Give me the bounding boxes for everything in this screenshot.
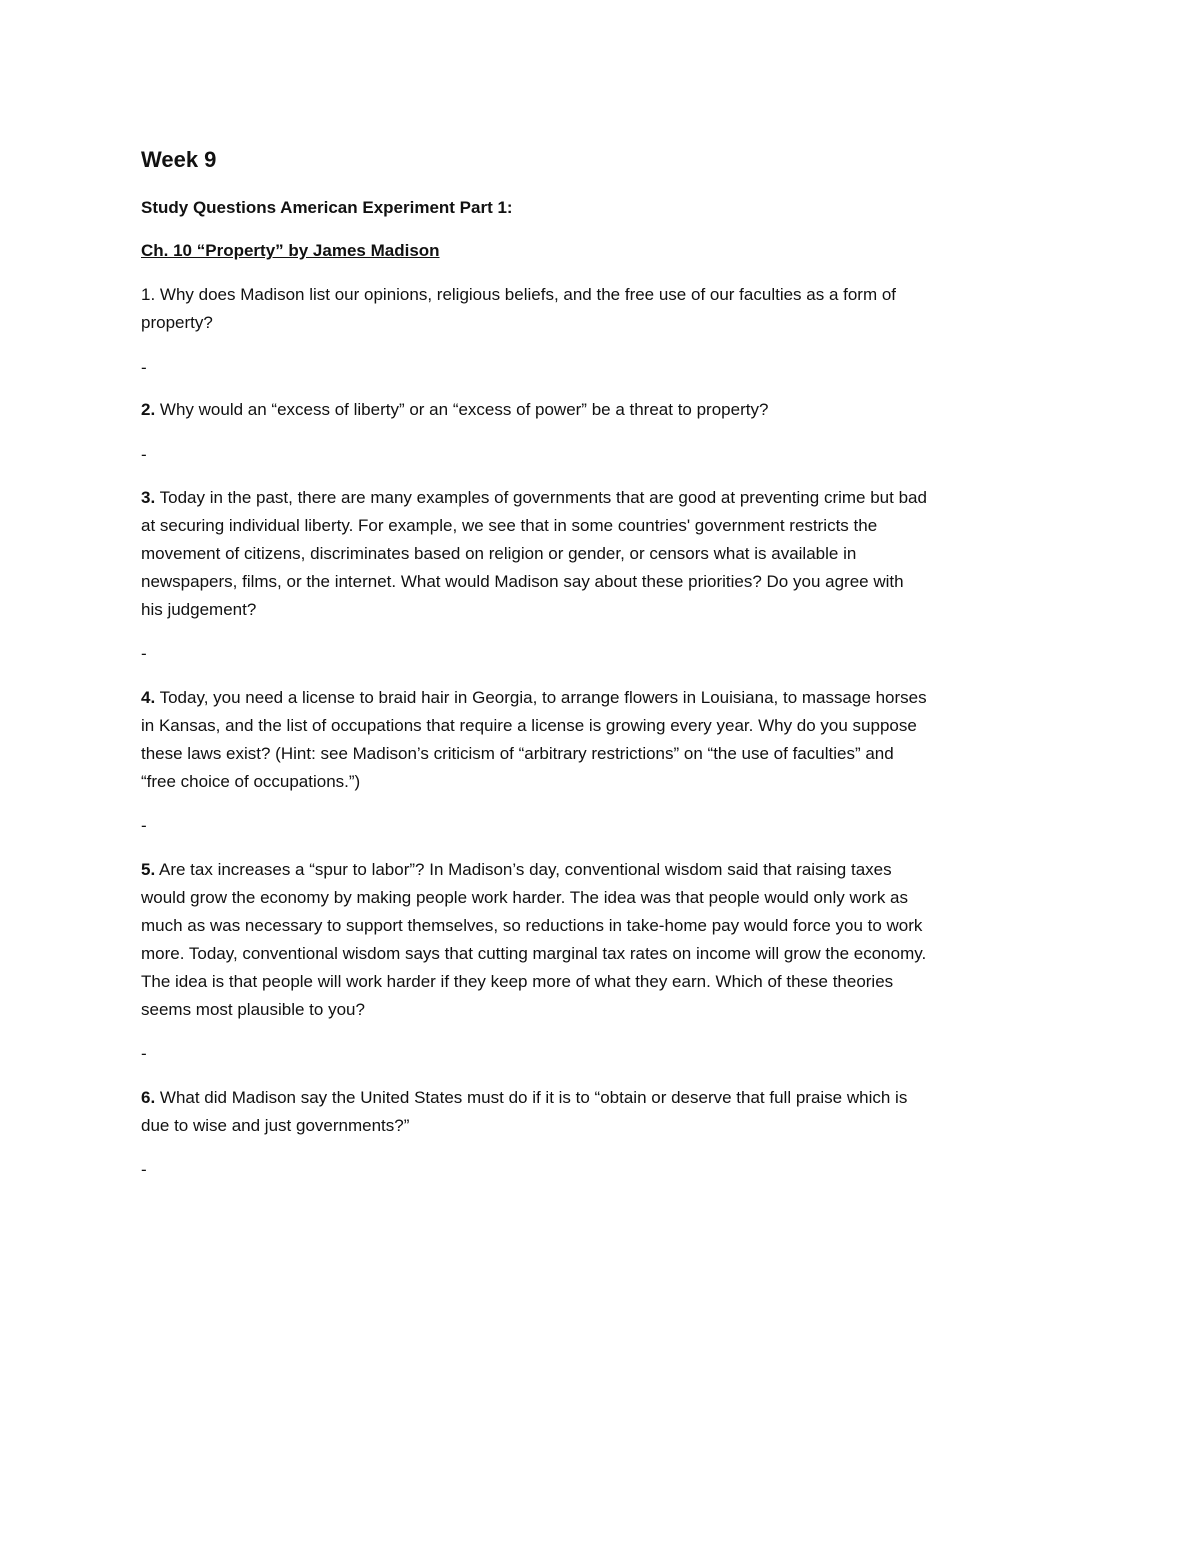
question-1-number: 1. <box>141 285 156 304</box>
chapter-heading: Ch. 10 “Property” by James Madison <box>141 241 440 260</box>
question-3-line-5: his judgement? <box>141 600 257 619</box>
question-3-line-1 <box>141 487 927 509</box>
answer-4-placeholder: - <box>141 816 147 835</box>
question-3-number: 3. <box>141 488 156 507</box>
answer-6-placeholder: - <box>141 1160 147 1179</box>
answer-3-placeholder: - <box>141 644 147 663</box>
question-3-text: Today in the past, there are many examples of governments that are good at preventing crime but bad <box>159 488 927 507</box>
question-3-line-4: newspapers, films, or the internet. What would Madison say about these priorities? Do you agree with <box>141 572 904 591</box>
question-1-line-2: property? <box>141 313 213 332</box>
question-4-number: 4. <box>141 688 156 707</box>
question-5-line-1 <box>141 859 892 881</box>
question-5-line-3: much as was necessary to support themselves, so reductions in take-home pay would force you to work <box>141 916 923 935</box>
question-6-line-2: due to wise and just governments?” <box>141 1116 410 1135</box>
question-5-text: Are tax increases a “spur to labor”? In Madison’s day, conventional wisdom said that raising taxes <box>158 860 892 879</box>
question-3-line-2: at securing individual liberty. For example, we see that in some countries' government restricts the <box>141 516 878 535</box>
question-1-text: Why does Madison list our opinions, religious beliefs, and the free use of our faculties as a form of <box>159 285 897 304</box>
answer-5-placeholder: - <box>141 1044 147 1063</box>
question-4-line-2: in Kansas, and the list of occupations that require a license is growing every year. Why do you suppose <box>141 716 917 735</box>
question-6-text: What did Madison say the United States must do if it is to “obtain or deserve that full praise which is <box>155 1088 908 1107</box>
page-subtitle: Study Questions American Experiment Part 1: <box>141 198 513 217</box>
question-1-line-1 <box>141 284 896 306</box>
question-4-line-3: these laws exist? (Hint: see Madison’s criticism of “arbitrary restrictions” on “the use of faculties” and <box>141 744 894 763</box>
question-2-text: Why would an “excess of liberty” or an “excess of power” be a threat to property? <box>159 400 769 419</box>
question-6-line-1 <box>141 1087 907 1109</box>
question-2-line-1 <box>141 399 768 421</box>
question-3-line-3: movement of citizens, discriminates based on religion or gender, or censors what is available in <box>141 544 857 563</box>
question-4-line-4: “free choice of occupations.”) <box>141 772 361 791</box>
question-6-number: 6. <box>141 1088 156 1107</box>
answer-2-placeholder: - <box>141 445 147 464</box>
question-2-number: 2. <box>141 400 156 419</box>
question-4-text: Today, you need a license to braid hair in Georgia, to arrange flowers in Louisiana, to massage horses <box>155 688 927 707</box>
question-5-line-5: The idea is that people will work harder if they keep more of what they earn. Which of these theories <box>141 972 894 991</box>
question-5-number: 5. <box>141 860 156 879</box>
question-5-line-2: would grow the economy by making people work harder. The idea was that people would only work as <box>141 888 909 907</box>
question-5-line-6: seems most plausible to you? <box>141 1000 365 1019</box>
question-4-line-1 <box>141 687 927 709</box>
page-title: Week 9 <box>141 147 217 172</box>
question-5-line-4: more. Today, conventional wisdom says that cutting marginal tax rates on income will grow the economy. <box>141 944 927 963</box>
answer-1-placeholder: - <box>141 358 147 377</box>
